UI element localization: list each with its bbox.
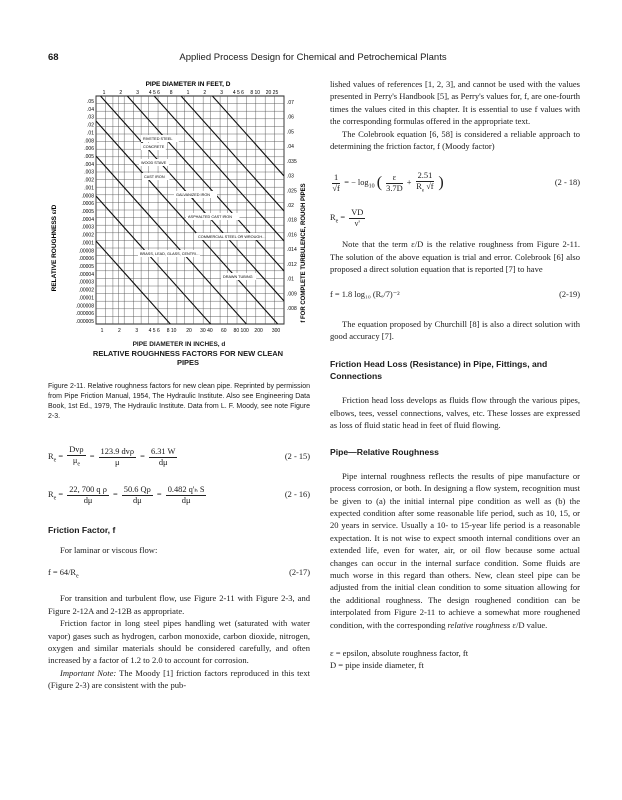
- left-tick-label: .008: [84, 138, 94, 145]
- material-label-group: [174, 191, 217, 198]
- top-tick-label: 1: [186, 90, 190, 96]
- left-column: [48, 78, 310, 692]
- laminar-text: For laminar or viscous flow:: [60, 545, 158, 555]
- material-label-group: [186, 213, 239, 220]
- material-label: DRAWN TUBING: [223, 275, 253, 279]
- heading-friction-factor: Friction Factor, f: [48, 525, 116, 535]
- top-tick-label: 2: [119, 90, 123, 96]
- left-tick-label: .02: [87, 122, 94, 129]
- heading-friction-head-loss: Friction Head Loss (Resistance) in Pipe, Fittings, and Connections: [330, 359, 548, 382]
- left-tick-label: .005: [84, 154, 94, 160]
- left-tick-label: .0003: [81, 224, 94, 231]
- right-tick-label: .04: [287, 144, 294, 151]
- left-tick-label: .002: [84, 177, 94, 184]
- top-tick-label: 8 10: [250, 90, 261, 96]
- left-tick-label: .00008: [78, 248, 94, 255]
- right-tick-label: .008: [287, 306, 297, 312]
- material-label: COMMERCIAL STEEL OR WROUGH…: [198, 235, 266, 239]
- material-label: CONCRETE: [143, 145, 165, 149]
- paragraph-churchill: The equation proposed by Churchill [8] is also a direct solution with good accuracy [7].: [330, 318, 580, 342]
- right-tick-labels: [287, 100, 297, 312]
- paragraph-colebrook-intro: The Colebrook equation [6, 58] is considered a reliable approach to determining the friction factor, f (Moody factor): [330, 128, 580, 152]
- equation-2-18: $\frac{1}{√f}$ = − $\log_{10}$ ( $\frac{\varepsilon}{3.7D}$ + $\frac{2.51}{R_e √f}$ ) (2 - 18): [332, 170, 580, 194]
- top-tick-labels: [103, 90, 279, 96]
- left-tick-label: .00002: [78, 287, 94, 294]
- left-tick-label: .00006: [78, 256, 94, 263]
- right-tick-label: .016: [287, 232, 297, 239]
- top-tick-label: 8: [169, 90, 173, 96]
- left-tick-label: .000008: [75, 303, 94, 310]
- bottom-tick-labels: [101, 328, 281, 334]
- left-tick-label: .00001: [78, 295, 94, 302]
- top-tick-label: 2: [203, 90, 207, 96]
- left-tick-label: .0001: [81, 240, 94, 247]
- material-label: ASPHALTED CAST IRON: [188, 215, 232, 219]
- chart-top-title: PIPE DIAMETER IN FEET, D: [145, 81, 231, 88]
- material-label: RIVETED STEEL: [143, 137, 173, 141]
- right-tick-label: .07: [287, 100, 294, 106]
- right-tick-label: .009: [287, 291, 297, 298]
- equation-2-19: f = 1.8 log₁₀ (Rₑ/7)⁻² (2-19): [330, 289, 580, 299]
- right-tick-label: .018: [287, 217, 297, 224]
- paragraph-pipe-roughness: Pipe internal roughness reflects the results of pipe manufacture or process corrosion, or both. In designing a flow system, recognition must be given to (a) the initial internal pipe condition as well as (b) the expected condition after some reasonable life period, such as 10, 15, or 20 years in service. Usually a 10- to 15-year life period is a reasonable expectation. It is not wise to expect smooth internal conditions over an extended life, even for water, air, or oil flow because some actual changes can occur in the internal surface condition. Some fluids are much worse in this regard than others. New, clean steel pipe can be adjusted from the initial clean condition to some situation allowing for the additional roughness. The design roughened condition can be interpolated from Figure 2-11 to achieve a somewhat more roughened condition, with the corresponding relative roughness ε/D value.: [330, 470, 580, 630]
- top-tick-label: 4 5 6: [232, 90, 244, 96]
- right-column: [330, 78, 580, 672]
- definition-epsilon: ε = epsilon, absolute roughness factor, ft: [330, 647, 469, 658]
- chart-right-axis-title: f FOR COMPLETE TURBULENCE, ROUGH PIPES: [301, 183, 307, 323]
- figure-caption: Figure 2-11. Relative roughness factors for new clean pipe. Reprinted by permission from Pipe Friction Manual, 1954, The Hydraulic Institute. Also see Engineering Data Book, 1st Ed., 1979, The Hydraulic Institute. Data from L. F. Moody, see note Figure 2-3.: [48, 383, 310, 420]
- bottom-tick-label: 60: [221, 328, 227, 334]
- material-label: GALVANIZED IRON: [176, 193, 211, 197]
- material-label-group: [139, 159, 169, 166]
- right-tick-label: .03: [287, 173, 294, 180]
- material-label-group: [141, 143, 166, 150]
- right-tick-label: .02: [287, 203, 294, 209]
- right-tick-label: .035: [287, 158, 297, 165]
- equation-2-17: $f = 64/R_e$ (2-17): [48, 568, 310, 581]
- top-tick-label: 4 5 6: [148, 90, 160, 96]
- material-label-group: [196, 233, 266, 240]
- chart-left-axis-title: RELATIVE ROUGHNESS ε/D: [51, 204, 58, 292]
- running-header: [48, 52, 578, 66]
- top-tick-label: 20 25: [265, 90, 279, 96]
- bottom-tick-label: 20: [186, 328, 192, 334]
- bottom-tick-label: 1: [100, 328, 104, 334]
- material-label-group: [138, 250, 200, 257]
- paragraph-head-loss: Friction head loss develops as fluids flow through the various pipes, elbows, tees, vessel connections, valves, etc. These losses are expressed as loss of fluid static head in feet of fluid flowing.: [330, 395, 580, 431]
- roughness-chart: [48, 78, 310, 338]
- bottom-tick-label: 80 100: [233, 328, 249, 334]
- right-tick-label: .05: [287, 129, 294, 136]
- equation-2-16: $R_e$ = $\frac{\text{22, 700 q ρ}}{d\mu}$ = $\frac{50.6 Q\rho}{d\mu}$ = $\frac{\text{0.482 q'ₕ S}}{d\mu}$ (2 - 16): [48, 484, 310, 505]
- left-tick-label: .0004: [81, 216, 94, 223]
- page-number: 68: [48, 52, 59, 63]
- running-title: Applied Process Design for Chemical and Petrochemical Plants: [179, 52, 447, 63]
- bottom-tick-label: 300: [271, 328, 281, 334]
- left-tick-label: .05: [87, 99, 94, 105]
- paragraph-wet-gases: Friction factor in long steel pipes handling wet (saturated with water vapor) gases such as hydrogen, carbon monoxide, carbon dioxide, nitrogen, oxygen and similar materials should be considered carefully, and often increased by a factor of 1.2 to 2.0 to account for corrosion.: [48, 618, 310, 666]
- material-label: CAST IRON: [144, 175, 165, 179]
- bottom-tick-label: 3: [135, 328, 139, 334]
- material-label: BRASS, LEAD, GLASS, CENTRI…: [140, 252, 200, 256]
- left-tick-labels: [76, 99, 94, 325]
- left-tick-label: .03: [87, 114, 94, 121]
- chart-main-title: RELATIVE ROUGHNESS FACTORS FOR NEW CLEAN PIPES: [92, 349, 284, 367]
- left-tick-label: .000006: [75, 311, 94, 318]
- equation-reynolds: $R_e$ = $\frac{VD}{\nu'}$: [330, 208, 364, 229]
- paragraph-relative-roughness-note: Note that the term ε/D is the relative roughness from Figure 2-11. The solution of the above equation is trial and error. Colebrook [6] also proposed a direct solution equation that is reported [7] to have: [330, 239, 580, 275]
- bottom-tick-label: 200: [254, 328, 263, 334]
- left-tick-label: .004: [84, 161, 94, 168]
- left-tick-label: .001: [84, 185, 94, 192]
- left-tick-label: .00005: [78, 264, 94, 270]
- top-tick-label: 3: [136, 90, 139, 96]
- right-tick-label: .012: [287, 261, 297, 268]
- left-tick-label: .000005: [75, 319, 94, 325]
- left-tick-label: .0008: [81, 193, 94, 200]
- bottom-tick-label: 8 10: [166, 328, 177, 334]
- paragraph-published-values: lished values of references [1, 2, 3], and cannot be used with the values presented in Perry's Handbook [5], as Perry's values for, f, are one-fourth times the values cited in this chapter. It is essential to use f values with the corresponding formulas offered in the appropriate text.: [330, 79, 580, 127]
- material-label: WOOD STAVE: [141, 161, 167, 165]
- left-tick-label: .01: [87, 130, 94, 137]
- bottom-tick-label: 2: [118, 328, 121, 334]
- left-tick-label: .006: [84, 146, 94, 153]
- left-tick-label: .00003: [78, 279, 94, 286]
- right-tick-label: .06: [287, 114, 294, 121]
- material-label-group: [141, 135, 179, 142]
- paragraph-transition: For transition and turbulent flow, use Figure 2-11 with Figure 2-3, and Figure 2-12A and 2-12B as appropriate.: [48, 593, 310, 616]
- left-tick-label: .0005: [81, 209, 94, 215]
- right-tick-label: .014: [287, 247, 297, 254]
- right-tick-label: .01: [287, 276, 294, 283]
- definition-diameter: D = pipe inside diameter, ft: [330, 660, 424, 671]
- left-tick-label: .0002: [81, 232, 94, 239]
- chart-bottom-title: PIPE DIAMETER IN INCHES, d: [132, 341, 226, 348]
- paragraph-important-note: Important Note: The Moody [1] friction factors reproduced in this text (Figure 2-3) are consistent with the pub-: [48, 667, 310, 691]
- top-tick-label: 1: [102, 90, 106, 96]
- material-label-group: [221, 273, 256, 280]
- left-tick-label: .0006: [81, 201, 94, 208]
- bottom-tick-label: 30 40: [200, 328, 213, 334]
- top-tick-label: 3: [220, 90, 223, 96]
- left-tick-label: .00004: [78, 271, 94, 278]
- bottom-tick-label: 4 5 6: [148, 328, 160, 334]
- material-label-group: [142, 173, 169, 180]
- heading-relative-roughness: Pipe—Relative Roughness: [330, 446, 439, 457]
- equation-2-15: $R_e$ = $\frac{\text{Dvρ}}{\mu_e}$ = $\frac{\text{123.9 dvρ}}{\mu}$ = $\frac{6.31 W}{d\mu}$ (2 - 15): [48, 444, 310, 468]
- left-tick-label: .04: [87, 106, 94, 113]
- left-tick-label: .003: [84, 169, 94, 176]
- right-tick-label: .025: [287, 188, 297, 195]
